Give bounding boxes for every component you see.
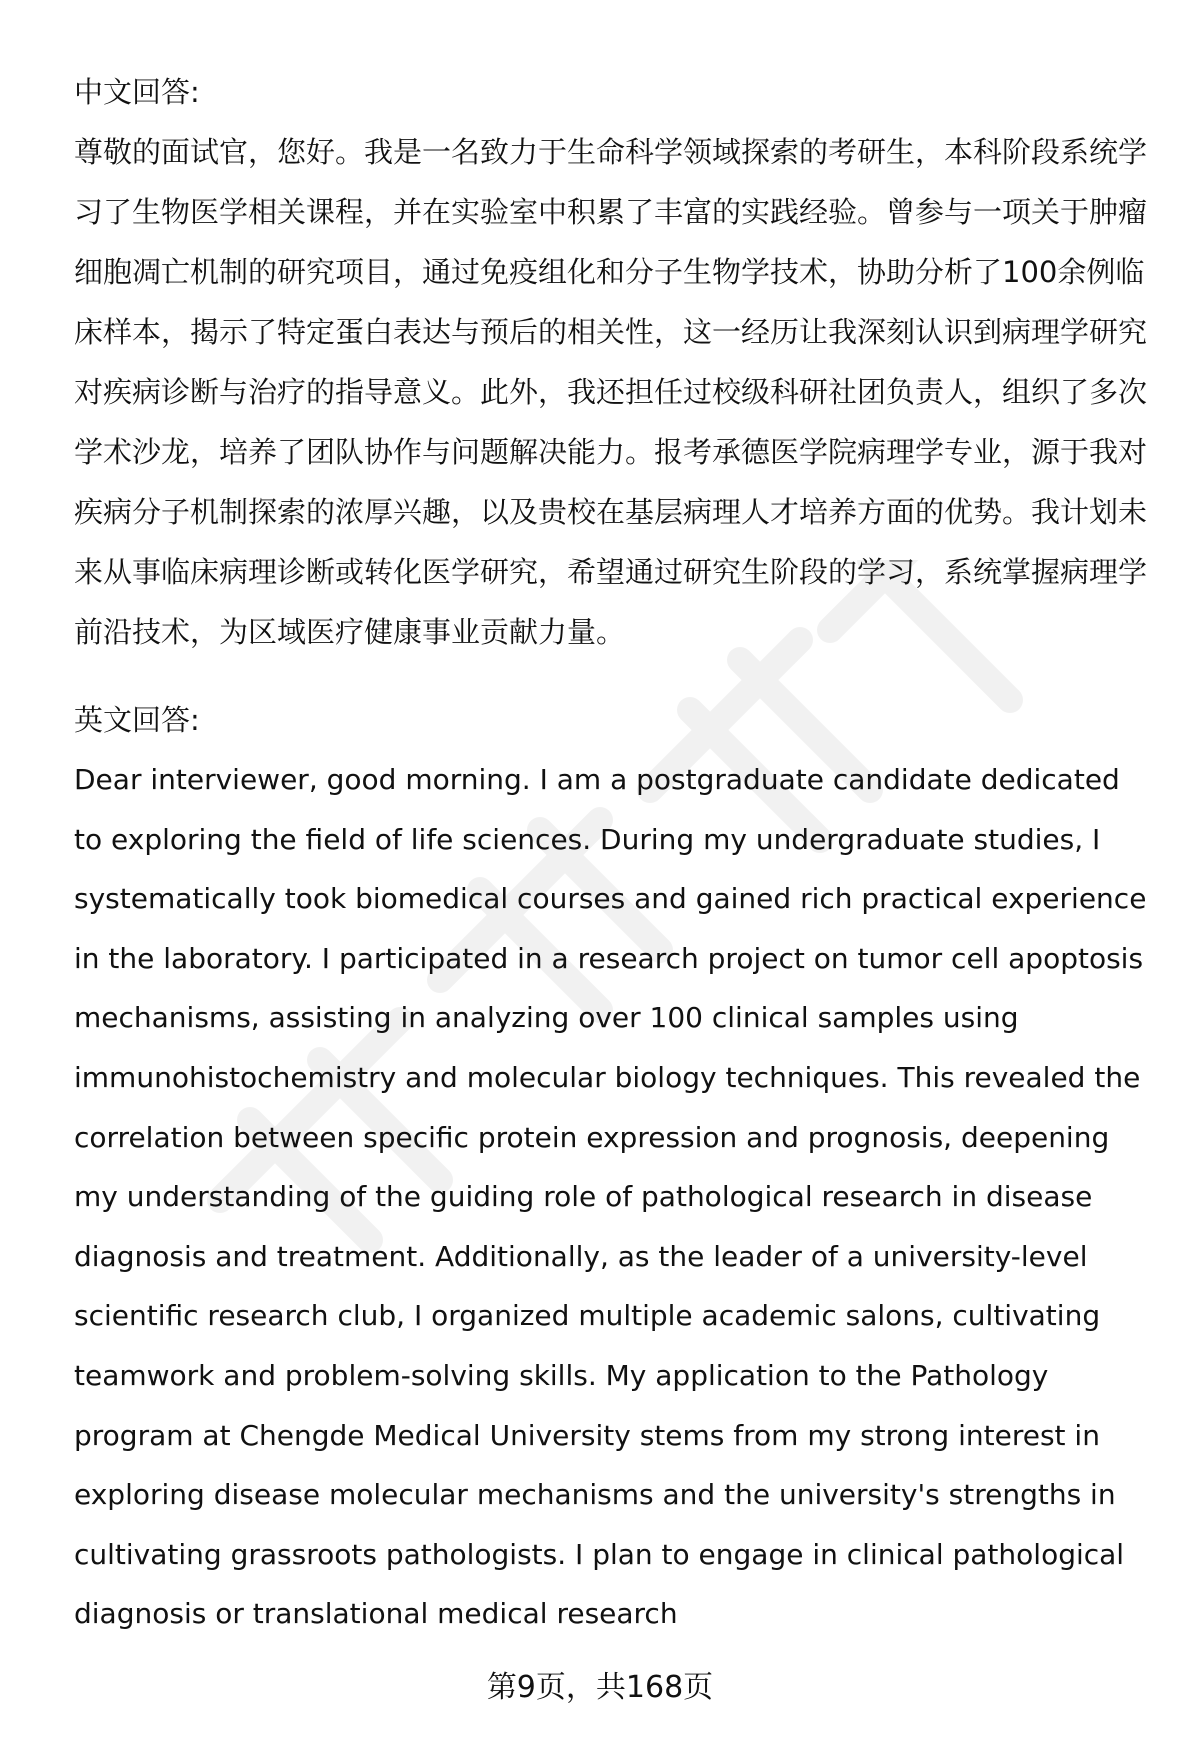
document-body: [74, 62, 1154, 1644]
chinese-answer-paragraph: 尊敬的面试官，您好。我是一名致力于生命科学领域探索的考研生，本科阶段系统学习了生物医学相关课程，并在实验室中积累了丰富的实践经验。曾参与一项关于肿瘤细胞凋亡机制的研究项目，通过免疫组化和分子生物学技术，协助分析了100余例临床样本，揭示了特定蛋白表达与预后的相关性，这一经历让我深刻认识到病理学研究对疾病诊断与治疗的指导意义。此外，我还担任过校级科研社团负责人，组织了多次学术沙龙，培养了团队协作与问题解决能力。报考承德医学院病理学专业，源于我对疾病分子机制探索的浓厚兴趣，以及贵校在基层病理人才培养方面的优势。我计划未来从事临床病理诊断或转化医学研究，希望通过研究生阶段的学习，系统掌握病理学前沿技术，为区域医疗健康事业贡献力量。: [74, 135, 1148, 649]
english-answer-paragraph: Dear interviewer, good morning. I am a postgraduate candidate dedicated to exploring the field of life sciences. During my undergraduate studies, I systematically took biomedical courses and gained rich practical experience in the laboratory. I participated in a research project on tumor cell apoptosis mechanisms, assisting in analyzing over 100 clinical samples using immunohistochemistry and molecular biology techniques. This revealed the correlation between specific protein expression and prognosis, deepening my understanding of the guiding role of pathological research in disease diagnosis and treatment. Additionally, as the leader of a university-level scientific research club, I organized multiple academic salons, cultivating teamwork and problem-solving skills. My application to the Pathology program at Chengde Medical University stems from my strong interest in exploring disease molecular mechanisms and the university's strengths in cultivating grassroots pathologists. I plan to engage in clinical pathological diagnosis or translational medical research: [74, 763, 1147, 1631]
page-number-footer: 第9页，共168页: [486, 1670, 714, 1705]
english-answer-heading: 英文回答:: [74, 703, 200, 737]
chinese-answer-heading: 中文回答:: [74, 75, 200, 109]
